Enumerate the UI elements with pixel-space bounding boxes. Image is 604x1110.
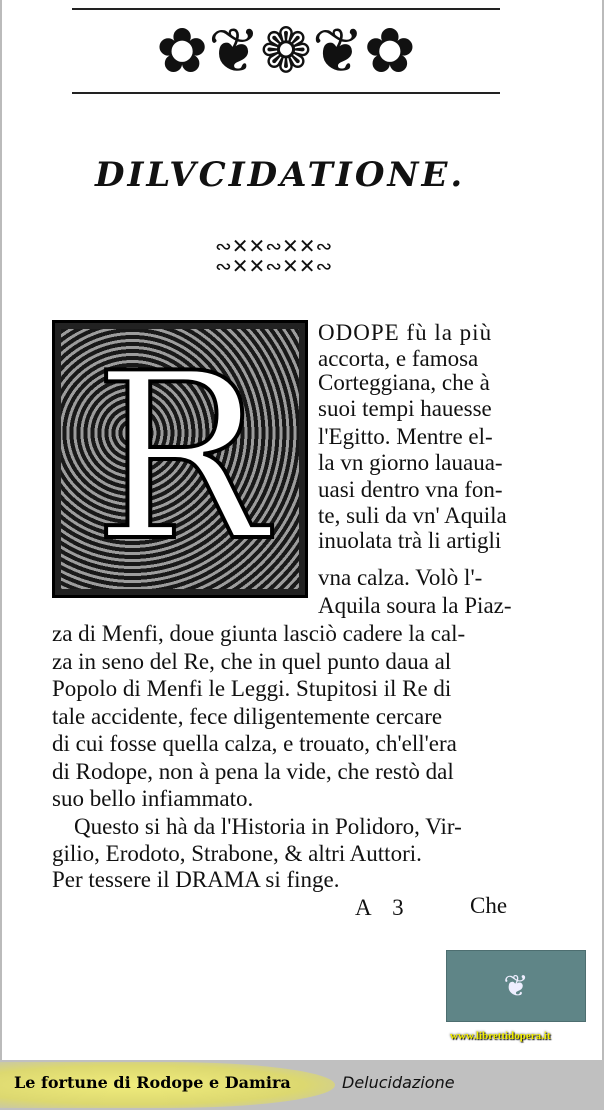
footer-title: Le fortune di Rodope e Damira	[14, 1073, 291, 1092]
text-line: za di Menfi, doue giunta lasciò cadere la cal-	[52, 621, 466, 646]
footer-bar	[0, 1060, 604, 1110]
text-line: inuolata trà li artigli	[318, 528, 502, 553]
page-title: DILVCIDATIONE.	[95, 155, 466, 195]
text-line: Popolo di Menfi le Leggi. Stupitosi il Re di	[52, 676, 452, 701]
text-line: di cui fosse quella calza, e trouato, ch'ell'era	[52, 731, 457, 756]
text-line: te, suli da vn' Aquila	[318, 503, 507, 528]
decorated-drop-capital	[52, 320, 308, 598]
text-line: suoi tempi hauesse	[318, 396, 492, 421]
text-line: di Rodope, non à pena la vide, che restò dal	[52, 759, 454, 784]
page-border	[0, 0, 2, 1060]
footer-section: Delucidazione	[342, 1073, 455, 1092]
text-line: Corteggiana, che à	[318, 370, 490, 395]
text-line: gilio, Erodoto, Strabone, & altri Auttori.	[52, 841, 422, 866]
text-line: l'Egitto. Mentre el-	[318, 424, 493, 449]
text-line: suo bello infiammato.	[52, 786, 254, 811]
cherubs-garland-logo[interactable]: ❦	[446, 950, 586, 1022]
site-link[interactable]: www.librettidopera.it	[450, 1030, 551, 1042]
text-line: Per tessere il DRAMA si finge.	[52, 867, 340, 892]
drop-cap-letter: R	[93, 325, 267, 592]
text-line: accorta, e famosa	[318, 346, 479, 371]
text-line: la vn giorno lauaua-	[318, 450, 503, 475]
text-line: za in seno del Re, che in quel punto daua al	[52, 649, 452, 674]
text-line: tale accidente, fece diligentemente cercare	[52, 704, 443, 729]
text-line: Aquila soura la Piaz-	[318, 593, 512, 618]
floral-headpiece-ornament: ✿❦❁❦✿	[72, 8, 500, 94]
text-line: uasi dentro vna fon-	[318, 477, 503, 502]
fleuron-ornament: ∾✕✕∾✕✕∾ ∾✕✕∾✕✕∾	[215, 234, 333, 278]
signature-mark: A 3	[355, 895, 412, 920]
text-line: ODOPE fù la più	[318, 320, 493, 345]
text-line: Questo si hà da l'Historia in Polidoro, Vir-	[74, 814, 462, 839]
catchword: Che	[470, 893, 508, 918]
text-line: vna calza. Volò l'-	[318, 565, 483, 590]
